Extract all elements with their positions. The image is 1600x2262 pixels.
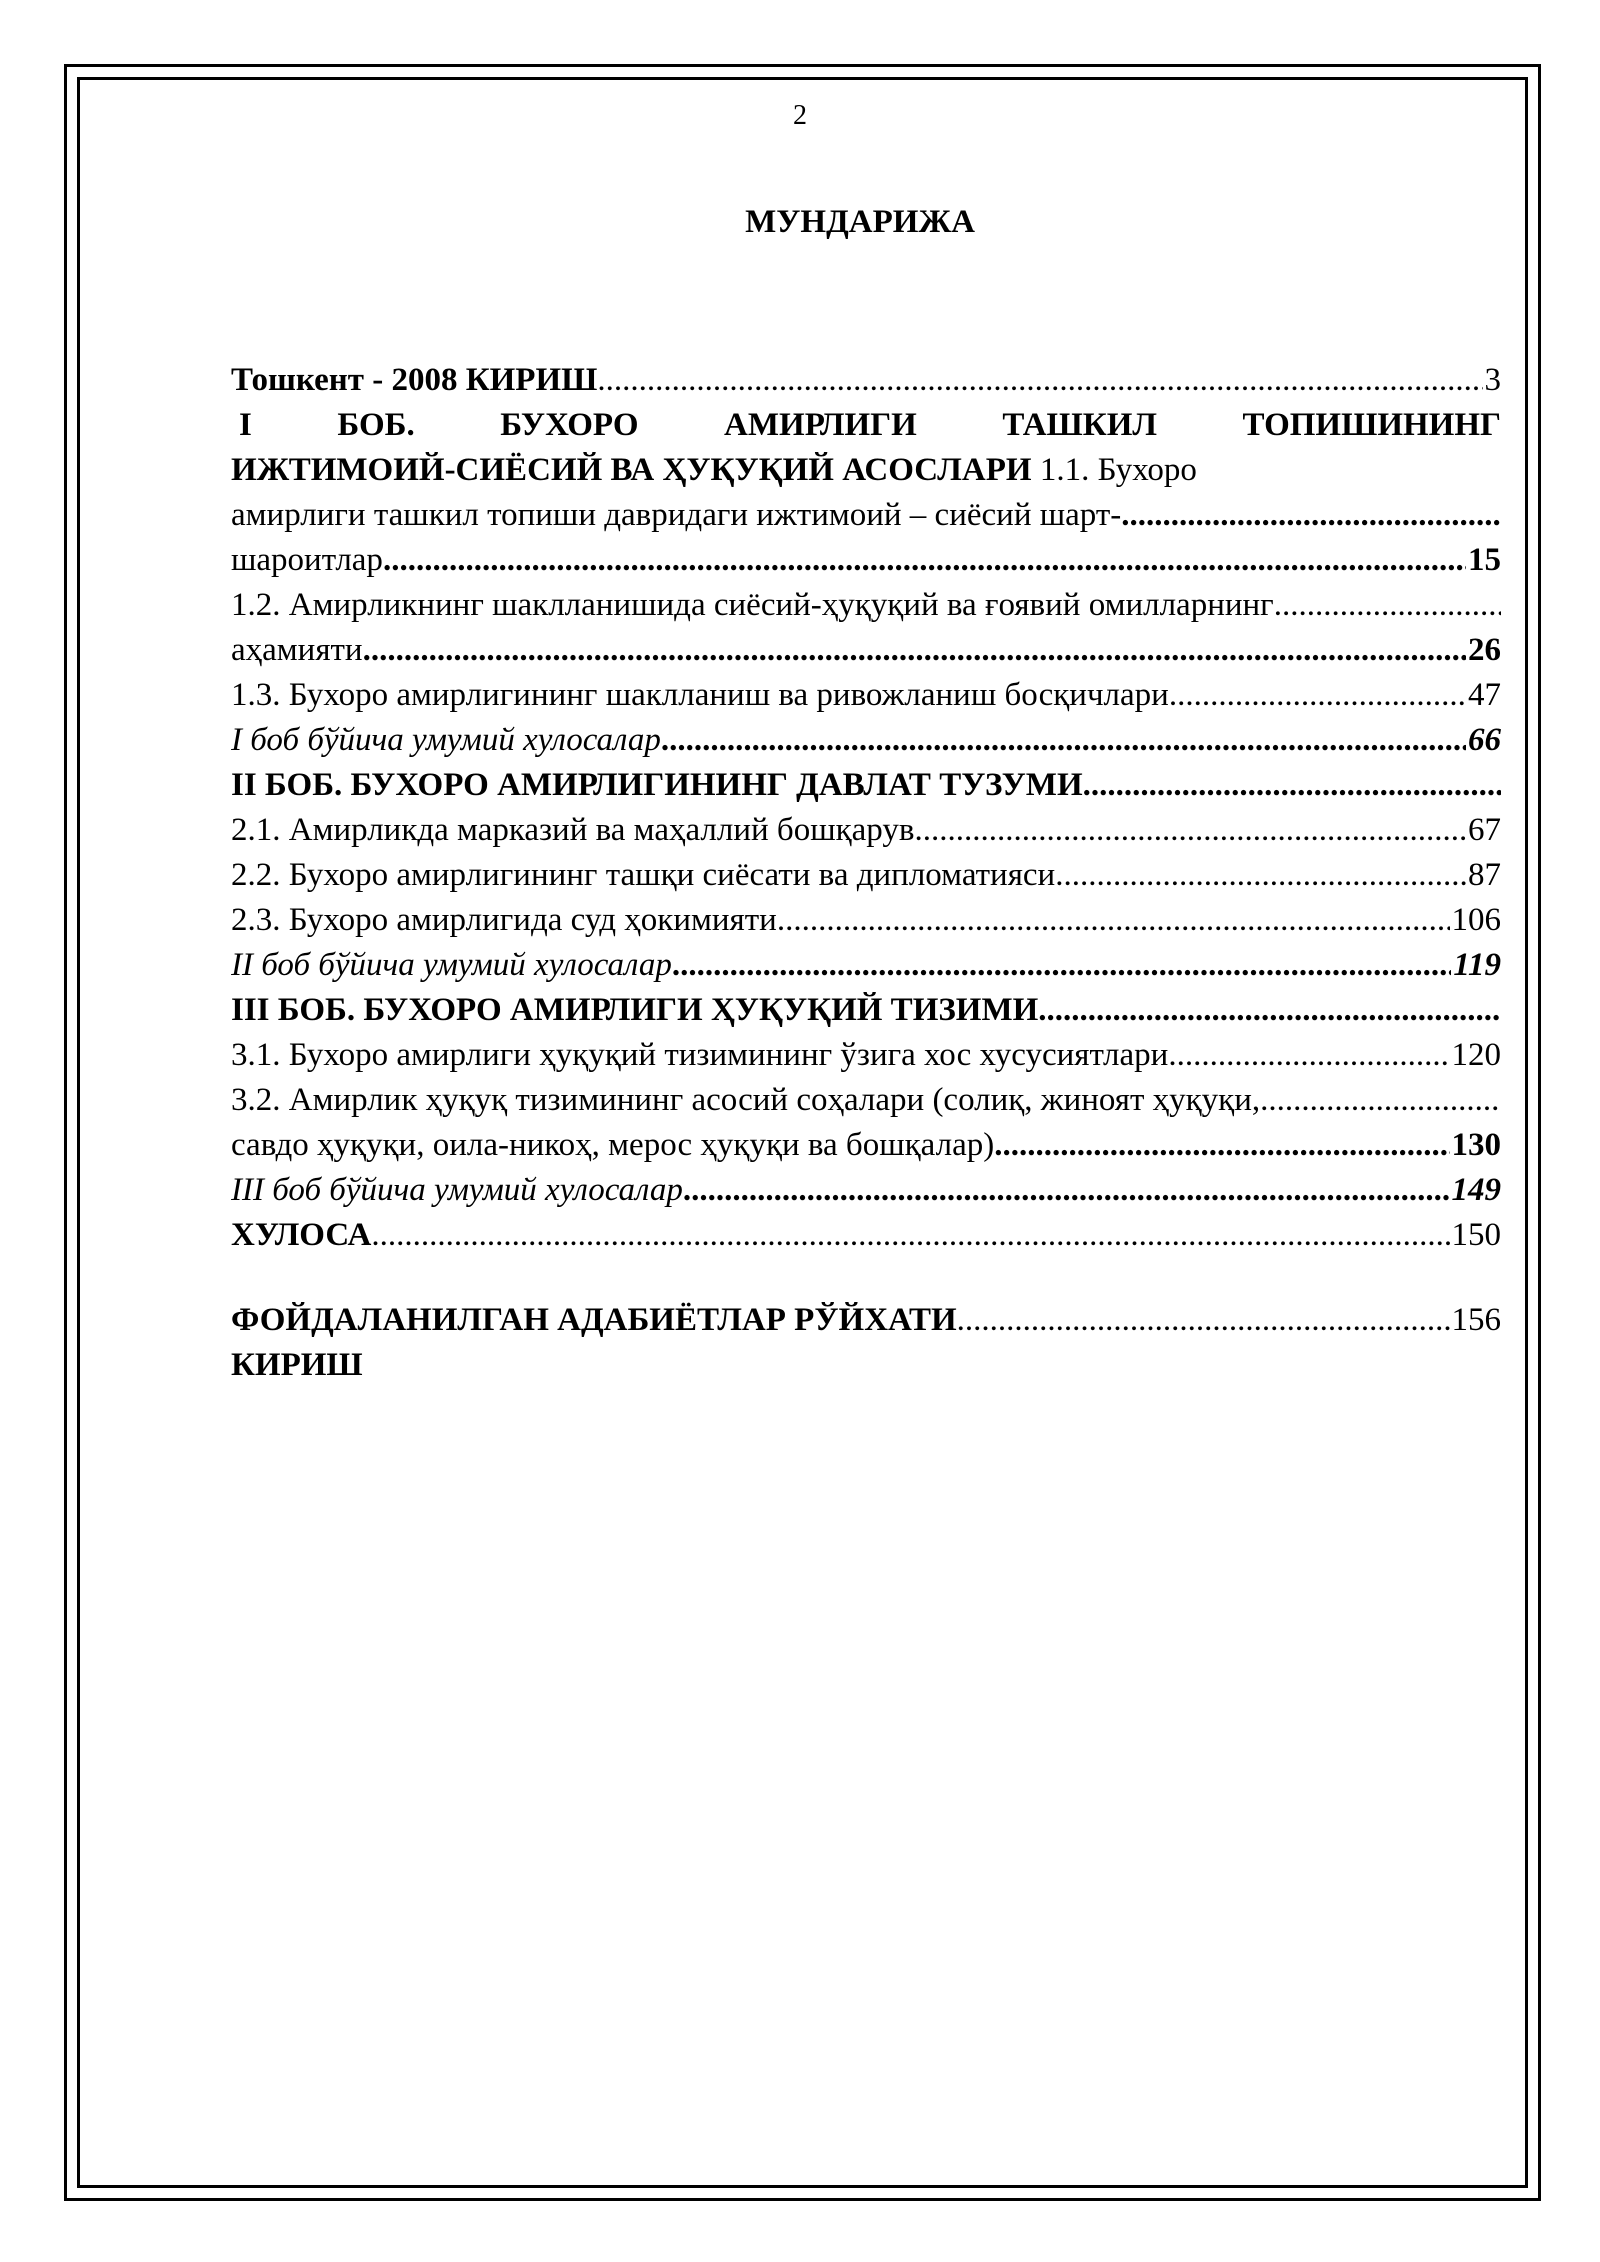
toc-entry-label: 2.3. Бухоро амирлигида суд ҳокимияти	[231, 902, 777, 938]
chapter-1-heading-cont	[231, 448, 1501, 493]
toc-entry-page: 3	[1484, 362, 1501, 398]
toc-entry-ch2-summary[interactable]	[231, 943, 1501, 988]
dot-leader	[994, 1123, 1449, 1168]
dot-leader	[1168, 1033, 1449, 1078]
toc-entry-2-2[interactable]	[231, 853, 1501, 898]
dot-leader	[1121, 493, 1501, 538]
toc-entry-1-3[interactable]	[231, 673, 1501, 718]
toc-entry-intro[interactable]	[231, 358, 1501, 403]
toc-entry-1-1-end[interactable]	[231, 538, 1501, 583]
toc-entry-3-2[interactable]	[231, 1078, 1501, 1123]
toc-entry-label: II боб бўйича умумий хулосалар	[231, 947, 672, 983]
toc-entry-conclusion[interactable]	[231, 1213, 1501, 1258]
chapter-3-heading[interactable]	[231, 988, 1501, 1033]
toc-entry-1-1[interactable]	[231, 493, 1501, 538]
toc-entry-page: 87	[1468, 857, 1501, 893]
toc-title: МУНДАРИЖА	[745, 204, 975, 240]
toc-entry-references[interactable]	[231, 1298, 1501, 1343]
chapter-2-heading[interactable]	[231, 763, 1501, 808]
toc-entry-3-1[interactable]	[231, 1033, 1501, 1078]
dot-leader	[1260, 1078, 1501, 1123]
toc-entry-label: 3.1. Бухоро амирлиги ҳуқуқий тизимининг ўзига хос хусусиятлари	[231, 1037, 1169, 1073]
toc-entry-page: 26	[1468, 632, 1501, 668]
chapter-1-heading-line2: ИЖТИМОИЙ-СИЁСИЙ ВА ҲУҚУҚИЙ АСОСЛАРИ	[231, 452, 1032, 488]
dot-leader	[1274, 583, 1501, 628]
toc-entry-label: ХУЛОСА	[231, 1217, 372, 1253]
toc-entry-page: 106	[1451, 902, 1501, 938]
spacer	[231, 1258, 1501, 1298]
dot-leader	[672, 943, 1451, 988]
chapter-1-heading[interactable]: I БОБ. БУХОРО АМИРЛИГИ ТАШКИЛ ТОПИШИНИНГ	[239, 407, 1501, 443]
dot-leader	[1055, 853, 1466, 898]
toc-entry-label: II БОБ. БУХОРО АМИРЛИГИНИНГ ДАВЛАТ ТУЗУМИ	[231, 767, 1083, 803]
toc-entry-3-2-end[interactable]	[231, 1123, 1501, 1168]
toc-entry-label: ФОЙДАЛАНИЛГАН АДАБИЁТЛАР РЎЙХАТИ	[231, 1302, 957, 1338]
dot-leader	[777, 898, 1450, 943]
toc-entry-label: III боб бўйича умумий хулосалар	[231, 1172, 683, 1208]
toc-entry-label: амирлиги ташкил топиши давридаги ижтимоий – сиёсий шарт-	[231, 497, 1122, 533]
toc-entry-label: I боб бўйича умумий хулосалар	[231, 722, 661, 758]
toc-entry-label: савдо ҳуқуқи, оила-никоҳ, мерос ҳуқуқи ва бошқалар)	[231, 1127, 995, 1163]
toc-entry-ch3-summary[interactable]	[231, 1168, 1501, 1213]
toc-entry-page: 119	[1453, 947, 1501, 983]
dot-leader	[661, 718, 1466, 763]
dot-leader	[957, 1298, 1450, 1343]
toc-entry-label: аҳамияти	[231, 632, 363, 668]
toc-entry-page: 156	[1451, 1302, 1501, 1338]
toc-entry-page: 120	[1451, 1037, 1501, 1073]
toc-entry-1-2-end[interactable]	[231, 628, 1501, 673]
dot-leader	[1083, 763, 1501, 808]
dot-leader	[363, 628, 1466, 673]
toc-entry-label: 2.2. Бухоро амирлигининг ташқи сиёсати ва дипломатияси	[231, 857, 1056, 893]
toc-entry-page: 150	[1451, 1217, 1501, 1253]
toc-entry-label: 1.3. Бухоро амирлигининг шаклланиш ва ривожланиш босқичлари	[231, 677, 1169, 713]
toc-entry-1-2[interactable]	[231, 583, 1501, 628]
toc-entry-label: 2.1. Амирликда марказий ва маҳаллий бошқарув	[231, 812, 915, 848]
toc-entry-label: Тошкент - 2008 КИРИШ	[231, 362, 598, 398]
toc-entry-page: 47	[1468, 677, 1501, 713]
toc-entry-1-1-start: 1.1. Бухоро	[1031, 452, 1197, 488]
dot-leader	[683, 1168, 1450, 1213]
toc-entry-ch1-summary[interactable]	[231, 718, 1501, 763]
toc-entry-label: шароитлар	[231, 542, 383, 578]
toc-entry-page: 130	[1451, 1127, 1501, 1163]
toc-entry-page: 15	[1468, 542, 1501, 578]
toc-entry-page: 66	[1468, 722, 1501, 758]
dot-leader	[1169, 673, 1466, 718]
dot-leader	[1038, 988, 1501, 1033]
dot-leader	[597, 358, 1482, 403]
toc-entry-label: III БОБ. БУХОРО АМИРЛИГИ ҲУҚУҚИЙ ТИЗИМИ	[231, 992, 1039, 1028]
toc-entry-page: 67	[1468, 812, 1501, 848]
toc-entry-label: 1.2. Амирликнинг шаклланишида сиёсий-ҳуқуқий ва ғоявий омилларнинг	[231, 587, 1274, 623]
dot-leader	[371, 1213, 1449, 1258]
intro-heading: КИРИШ	[231, 1347, 363, 1383]
dot-leader	[383, 538, 1466, 583]
table-of-contents	[231, 358, 1501, 1388]
toc-entry-label: 3.2. Амирлик ҳуқуқ тизимининг асосий соҳалари (солиқ, жиноят ҳуқуқи,	[231, 1082, 1261, 1118]
page-number: 2	[793, 100, 807, 131]
toc-entry-page: 149	[1451, 1172, 1501, 1208]
toc-entry-2-3[interactable]	[231, 898, 1501, 943]
toc-entry-2-1[interactable]	[231, 808, 1501, 853]
dot-leader	[914, 808, 1466, 853]
